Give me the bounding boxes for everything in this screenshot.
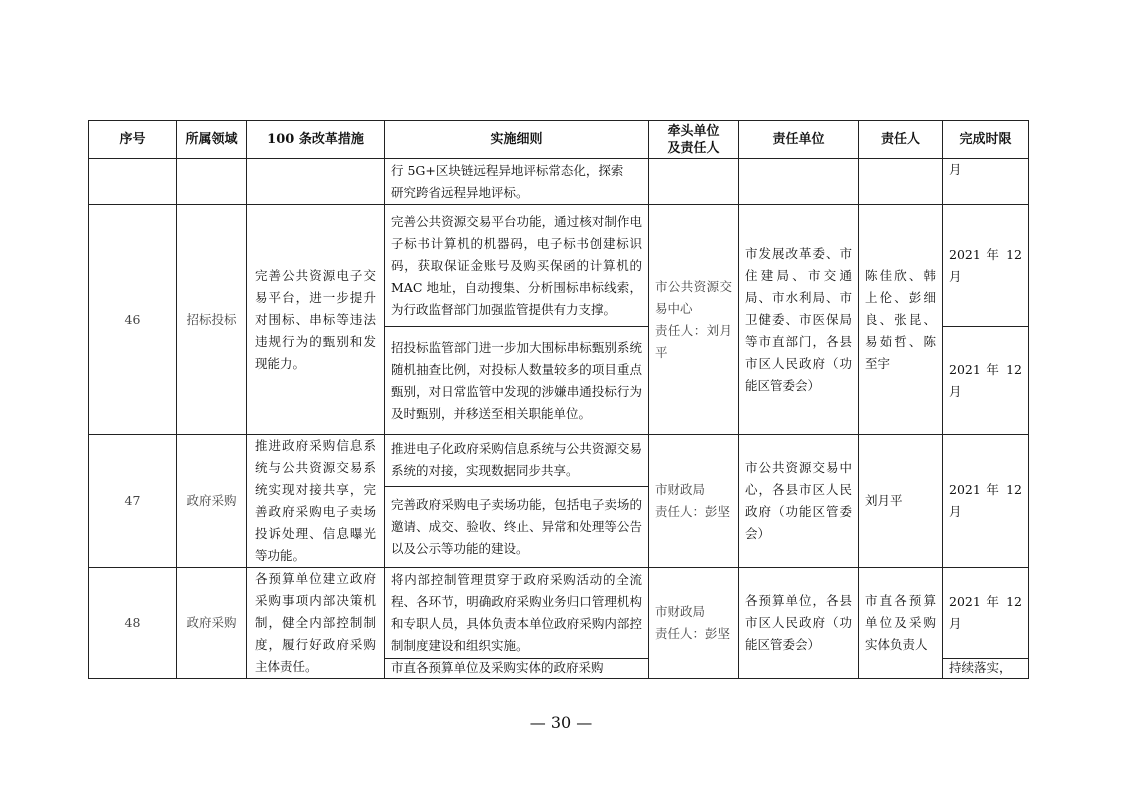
lead-cell: 市财政局 责任人：彭坚 [649,435,739,568]
header-units: 责任单位 [739,121,859,159]
header-deadline: 完成时限 [943,121,1029,159]
measure-cell: 推进政府采购信息系统与公共资源交易系统实现对接共享，完善政府采购电子卖场投诉处理、信息曝光等功能。 [247,435,385,568]
field-cell: 招标投标 [177,205,247,435]
lead-cell: 市公共资源交易中心 责任人：刘月平 [649,205,739,435]
table-header-row [89,121,1029,159]
deadline-cell: 2021 年 12 月 [943,435,1029,568]
units-cell: 各预算单位，各县市区人民政府（功能区管委会） [739,568,859,679]
deadline-cell: 2021 年 12 月 [943,327,1029,435]
details-cell: 推进电子化政府采购信息系统与公共资源交易系统的对接，实现数据同步共享。 [385,435,649,487]
header-num: 序号 [89,121,177,159]
header-lead: 牵头单位及责任人 [649,121,739,159]
units-cell: 市公共资源交易中心，各县市区人民政府（功能区管委会） [739,435,859,568]
reform-measures-table [88,120,1029,679]
row-number: 48 [89,568,177,679]
header-persons: 责任人 [859,121,943,159]
persons-cell: 刘月平 [859,435,943,568]
row-number: 47 [89,435,177,568]
table-row [89,159,1029,205]
details-cell: 招投标监管部门进一步加大围标串标甄别系统随机抽查比例，对投标人数量较多的项目重点甄别，对日常监管中发现的涉嫌串通投标行为及时甄别，并移送至相关职能单位。 [385,327,649,435]
deadline-cell: 2021 年 12 月 [943,568,1029,659]
table-row [89,435,1029,487]
table-row [89,205,1029,327]
units-cell: 市发展改革委、市住建局、市交通局、市水利局、市卫健委、市医保局等市直部门，各县市区人民政府（功能区管委会） [739,205,859,435]
persons-cell: 市直各预算单位及采购实体负责人 [859,568,943,679]
details-cell: 完善公共资源交易平台功能，通过核对制作电子标书计算机的机器码，电子标书创建标识码，获取保证金账号及购买保函的计算机的 MAC 地址，自动搜集、分析围标串标线索，为行政监督部门加强监管提供有力支撑。 [385,205,649,327]
measure-cell: 完善公共资源电子交易平台，进一步提升对围标、串标等违法违规行为的甄别和发现能力。 [247,205,385,435]
page-number: — 30 — [529,713,593,732]
field-cell: 政府采购 [177,568,247,679]
table-row [89,568,1029,659]
lead-cell: 市财政局 责任人：彭坚 [649,568,739,679]
details-cell: 完善政府采购电子卖场功能，包括电子卖场的邀请、成交、验收、终止、异常和处理等公告以及公示等功能的建设。 [385,486,649,567]
field-cell: 政府采购 [177,435,247,568]
header-details: 实施细则 [385,121,649,159]
details-cell: 行 5G+区块链远程异地评标常态化，探索 研究跨省远程异地评标。 [385,159,649,205]
deadline-cell: 月 [943,159,1029,205]
details-cell: 将内部控制管理贯穿于政府采购活动的全流程、各环节，明确政府采购业务归口管理机构和专职人员，具体负责本单位政府采购内部控制制度建设和组织实施。 [385,568,649,659]
header-field: 所属领域 [177,121,247,159]
persons-cell: 陈佳欣、韩上伦、彭细良、张昆、易茹哲、陈至宇 [859,205,943,435]
deadline-cell: 2021 年 12 月 [943,205,1029,327]
details-cell: 市直各预算单位及采购实体的政府采购 [385,658,649,678]
measure-cell: 各预算单位建立政府采购事项内部决策机制，健全内部控制制度，履行好政府采购主体责任。 [247,568,385,679]
row-number: 46 [89,205,177,435]
deadline-cell: 持续落实， [943,658,1029,678]
header-measure: 100 条改革措施 [247,121,385,159]
